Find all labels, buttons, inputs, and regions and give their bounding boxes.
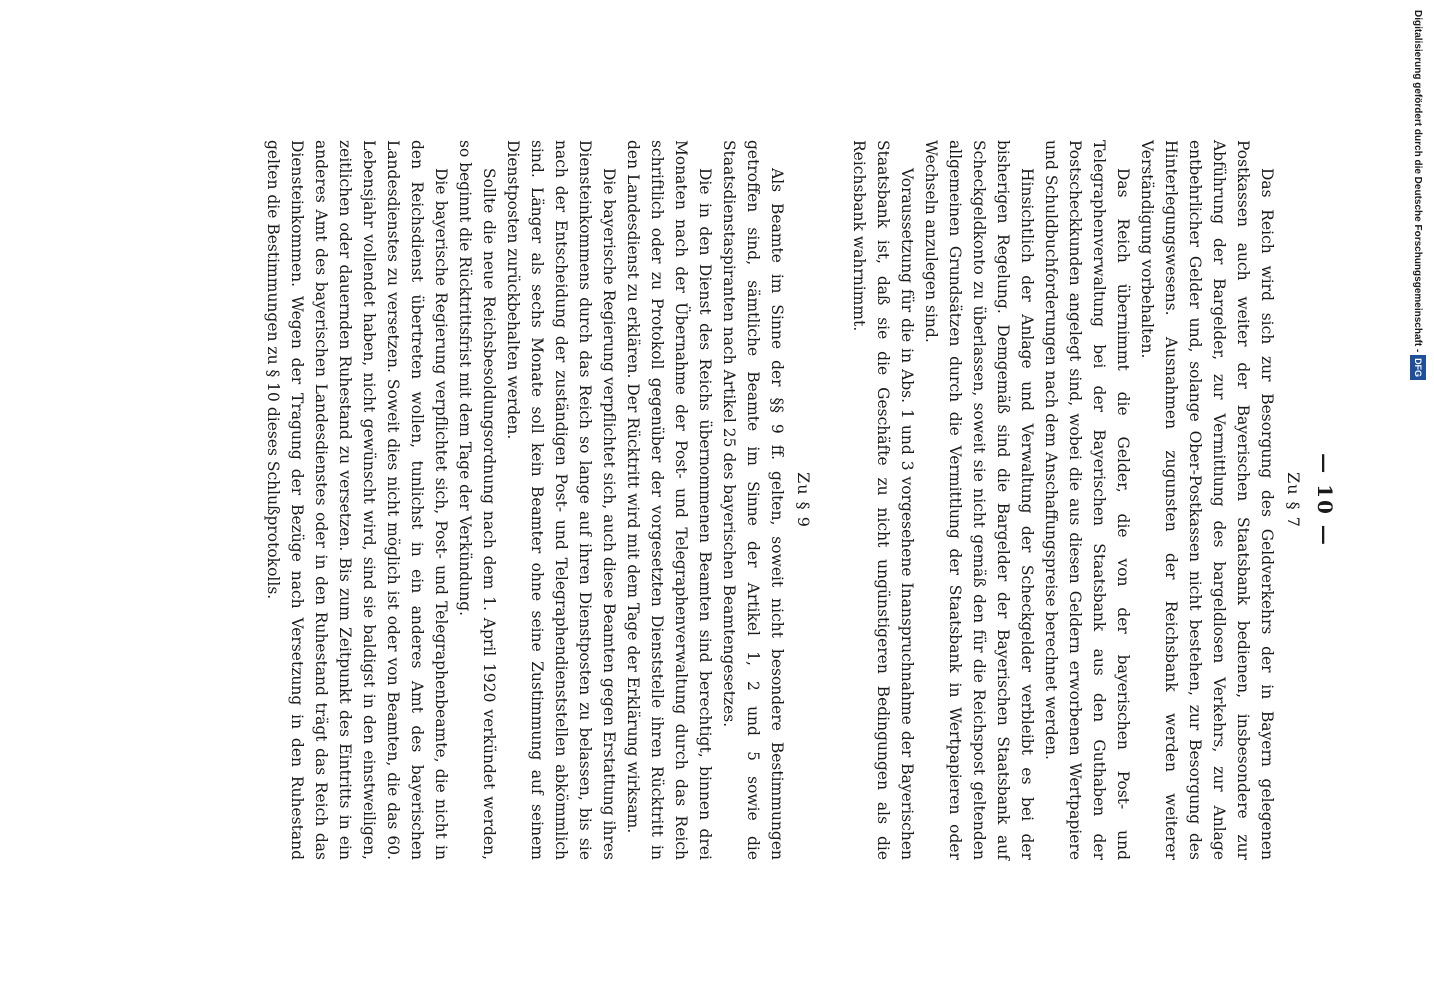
paragraph: Das Reich übernimmt die Gelder, die von der bayerischen Post- und Telegraphenverwaltung bei der Bayerischen Staatsbank aus den Guthaben der Postscheckkunden angelegt sind, wobei die aus diesen Geldern erworbenen Wertpapiere und Schuldbuchforderungen nach dem Anschaffungspreise berechnet werden.: [1042, 140, 1132, 860]
dfg-logo-badge: DFG: [1410, 355, 1426, 380]
paragraph: Hinsichtlich der Anlage und Verwaltung der Scheckgelder verbleibt es bei der bisherigen Regelung. Demgemäß sind die Bargelder der Bayerischen Staatsbank auf Scheckgeldkonto zu überlassen, soweit sie nicht gemäß den für die Reichspost geltenden allgemeinen Grundsätzen durch die Vermittlung der Staatsbank in Wertpapieren oder Wechseln anzulegen sind.: [922, 140, 1036, 860]
paragraph: Die in den Dienst des Reichs übernommenen Beamten sind berechtigt, binnen drei Monaten nach der Übernahme der Post- und Telegraphenverwaltung durch das Reich schriftlich oder zu Protokoll gegenüber der vorgesetzten Dienststelle ihren Rücktritt in den Landesdienst zu erklären. Der Rücktritt wird mit dem Tage der Erklärung wirksam.: [624, 140, 714, 860]
paragraph: Voraussetzung für die in Abs. 1 und 3 vorgesehene Inanspruchnahme der Bayerischen Staatsbank ist, daß sie die Geschäfte zu nicht ungünstigeren Bedingungen als die Reichsbank wahrnimmt.: [850, 140, 916, 860]
section-9: [261, 140, 815, 860]
digitization-note: [1410, 10, 1430, 410]
page-number: — 10 —: [1313, 453, 1337, 547]
section-7: [847, 140, 1305, 860]
digitization-text: Digitalisierung gefördert durch die Deutsche Forschungsgemeinschaft -: [1412, 10, 1423, 353]
paragraph: Die bayerische Regierung verpflichtet sich, auch diese Beamten gegen Erstattung ihres Diensteinkommens durch das Reich so lange auf ihren Dienstposten zu belassen, bis sie nach der Entscheidung der zuständigen Post- und Telegraphendienststellen abkömmlich sind. Länger als sechs Monate soll kein Beamter ohne seine Zustimmung auf seinem Dienstposten zurückbehalten werden.: [504, 140, 618, 860]
rotated-document-page: [97, 140, 1337, 860]
paragraph: Das Reich wird sich zur Besorgung des Geldverkehrs der in Bayern gelegenen Postkassen auch weiter der Bayerischen Staatsbank bedienen, insbesondere zur Abführung der Bargelder, zur Vermittlung des bargeldlosen Verkehrs, zur Anlage entbehrlicher Gelder und, solange Ober-Postkassen nicht bestehen, zur Besorgung des Hinterlegungswesens. Ausnahmen zugunsten der Reichsbank werden weiterer Verständigung vorbehalten.: [1138, 140, 1276, 860]
paragraph: Sollte die neue Reichsbesoldungsordnung nach dem 1. April 1920 verkündet werden, so beginnt die Rücktrittsfrist mit dem Tage der Verkündung.: [456, 140, 498, 860]
paragraph: Als Beamte im Sinne der §§ 9 ff. gelten, soweit nicht besondere Bestimmungen getroffen sind, sämtliche Beamte im Sinne der Artikel 1, 2 und 5 sowie die Staatsdienstaspiranten nach Artikel 25 des bayerischen Beamtengesetzes.: [720, 140, 786, 860]
document-text: [261, 140, 1337, 860]
paragraph: Die bayerische Regierung verpflichtet sich, Post- und Telegraphenbeamte, die nicht in den Reichsdienst übertreten wollen, tunlichst in ein anderes Amt des bayerischen Landesdienstes zu versetzen. Soweit dies nicht möglich ist oder von Beamten, die das 60. Lebensjahr vollendet haben, nicht gewünscht wird, sind sie baldigst in den einstweiligen, zeitlichen oder dauernden Ruhestand zu versetzen. Bis zum Zeitpunkt des Eintritts in ein anderes Amt des bayerischen Landesdienstes oder in den Ruhestand trägt das Reich das Diensteinkommen. Wegen der Tragung der Bezüge nach Versetzung in den Ruhestand gelten die Bestimmungen zu § 10 dieses Schlußprotokolls.: [264, 140, 450, 860]
section-title: Zu § 7: [1284, 472, 1303, 528]
section-title: Zu § 9: [794, 472, 813, 528]
